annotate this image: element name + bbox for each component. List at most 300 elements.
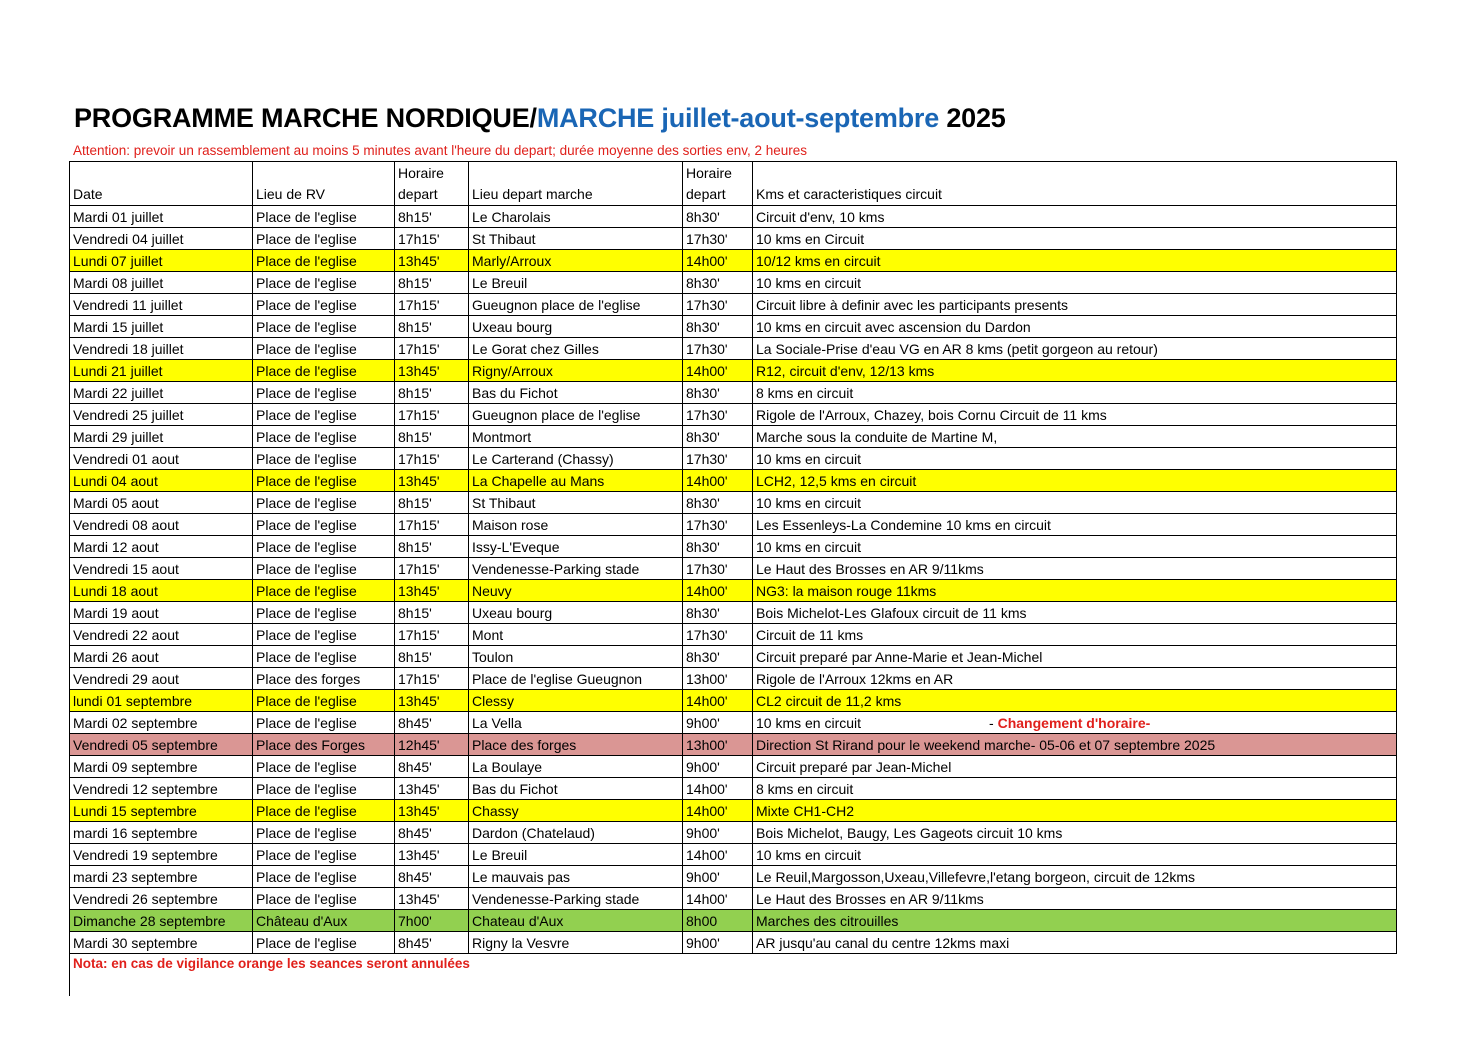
cell-lieu-depart-text: Montmort <box>472 429 532 445</box>
cell-lieu-rv <box>253 602 395 624</box>
header-row <box>70 162 1397 206</box>
cell-circuit <box>753 646 1397 668</box>
cell-lieu-rv <box>253 448 395 470</box>
cell-lieu-rv-text: Place de l'eglise <box>256 781 357 797</box>
cell-lieu-depart <box>469 624 683 646</box>
cell-horaire-rv <box>395 734 469 756</box>
cell-lieu-depart-text: Rigny/Arroux <box>472 363 553 379</box>
cell-horaire-depart-text: 17h30' <box>686 517 728 533</box>
cell-circuit <box>753 910 1397 932</box>
cell-circuit <box>753 404 1397 426</box>
cell-horaire-rv <box>395 712 469 734</box>
cell-lieu-rv <box>253 360 395 382</box>
cell-horaire-rv-text: 17h15' <box>398 627 440 643</box>
table-row <box>70 668 1397 690</box>
table-row <box>70 888 1397 910</box>
cell-lieu-rv-text: Château d'Aux <box>256 913 348 929</box>
cell-circuit-text: 10 kms en circuit <box>756 275 862 291</box>
table-row <box>70 844 1397 866</box>
cell-circuit-text: Circuit libre à definir avec les participants presents <box>756 297 1069 313</box>
cell-lieu-depart <box>469 668 683 690</box>
cell-lieu-rv-text: Place de l'eglise <box>256 253 357 269</box>
cell-horaire-depart <box>683 822 753 844</box>
table-row <box>70 360 1397 382</box>
cell-lieu-rv-text: Place de l'eglise <box>256 847 357 863</box>
cell-horaire-rv-text: 13h45' <box>398 693 440 709</box>
cell-lieu-rv-text: Place des forges <box>256 671 361 687</box>
cell-lieu-depart <box>469 206 683 228</box>
cell-horaire-rv <box>395 800 469 822</box>
cell-horaire-depart-text: 14h00' <box>686 583 728 599</box>
cell-horaire-depart <box>683 316 753 338</box>
cell-lieu-depart <box>469 492 683 514</box>
cell-lieu-depart <box>469 272 683 294</box>
cell-horaire-rv-text: 8h15' <box>398 319 432 335</box>
cell-lieu-depart <box>469 404 683 426</box>
cell-horaire-rv-text: 17h15' <box>398 517 440 533</box>
cell-horaire-depart-text: 9h00' <box>686 759 720 775</box>
cell-horaire-depart-text: 9h00' <box>686 935 720 951</box>
table-row <box>70 316 1397 338</box>
cell-date <box>70 448 253 470</box>
cell-date-text: Mardi 26 aout <box>73 649 159 665</box>
cell-horaire-depart-text: 9h00' <box>686 715 720 731</box>
cell-horaire-depart-text: 17h30' <box>686 561 728 577</box>
cell-circuit-text: 10 kms en circuit <box>756 847 862 863</box>
cell-horaire-rv-text: 17h15' <box>398 341 440 357</box>
cell-date-text: Vendredi 04 juillet <box>73 231 184 247</box>
cell-horaire-rv-text: 8h45' <box>398 715 432 731</box>
cell-horaire-depart-text: 13h00' <box>686 671 728 687</box>
cell-horaire-rv-text: 13h45' <box>398 847 440 863</box>
title-part-3: 2025 <box>939 103 1006 133</box>
cell-lieu-rv-text: Place de l'eglise <box>256 935 357 951</box>
cell-lieu-rv-text: Place de l'eglise <box>256 561 357 577</box>
cell-horaire-depart-text: 17h30' <box>686 627 728 643</box>
table-row <box>70 404 1397 426</box>
table-row <box>70 602 1397 624</box>
cell-lieu-depart-text: Le Charolais <box>472 209 551 225</box>
cell-horaire-depart <box>683 514 753 536</box>
cell-horaire-rv-text: 17h15' <box>398 451 440 467</box>
cell-lieu-depart-text: Clessy <box>472 693 515 709</box>
cell-horaire-depart <box>683 800 753 822</box>
cell-circuit <box>753 316 1397 338</box>
cell-date-text: Lundi 21 juillet <box>73 363 163 379</box>
cell-lieu-rv-text: Place de l'eglise <box>256 627 357 643</box>
cell-circuit <box>753 756 1397 778</box>
cell-horaire-rv-text: 8h15' <box>398 649 432 665</box>
cell-date <box>70 866 253 888</box>
cell-circuit-text: 8 kms en circuit <box>756 385 854 401</box>
cell-circuit-text: Marches des citrouilles <box>756 913 899 929</box>
cell-circuit <box>753 712 1397 734</box>
cell-date <box>70 228 253 250</box>
cell-date <box>70 844 253 866</box>
cell-date <box>70 206 253 228</box>
cell-horaire-depart-text: 8h30' <box>686 209 720 225</box>
cell-lieu-rv-text: Place de l'eglise <box>256 583 357 599</box>
cell-lieu-rv <box>253 426 395 448</box>
cell-date <box>70 338 253 360</box>
cell-date-text: mardi 16 septembre <box>73 825 198 841</box>
table-row <box>70 910 1397 932</box>
cell-date <box>70 382 253 404</box>
cell-horaire-depart <box>683 228 753 250</box>
nota-note: Nota: en cas de vigilance orange les seances seront annulées <box>73 956 470 971</box>
cell-circuit-text: Circuit d'env, 10 kms <box>756 209 885 225</box>
cell-horaire-depart <box>683 646 753 668</box>
table-row <box>70 580 1397 602</box>
cell-lieu-rv-text: Place de l'eglise <box>256 605 357 621</box>
cell-circuit-text: NG3: la maison rouge 11kms <box>756 583 937 599</box>
cell-lieu-rv <box>253 800 395 822</box>
cell-horaire-depart-text: 14h00' <box>686 363 728 379</box>
cell-date-text: Lundi 18 aout <box>73 583 158 599</box>
cell-date <box>70 668 253 690</box>
cell-lieu-depart <box>469 470 683 492</box>
cell-circuit-text: Les Essenleys-La Condemine 10 kms en circuit <box>756 517 1051 533</box>
cell-lieu-depart-text: St Thibaut <box>472 495 536 511</box>
cell-lieu-depart <box>469 316 683 338</box>
cell-horaire-rv <box>395 580 469 602</box>
table-row <box>70 514 1397 536</box>
cell-date <box>70 250 253 272</box>
cell-date <box>70 932 253 954</box>
cell-date-text: Dimanche 28 septembre <box>73 913 226 929</box>
cell-horaire-rv <box>395 228 469 250</box>
cell-lieu-rv-text: Place des Forges <box>256 737 365 753</box>
cell-horaire-rv <box>395 316 469 338</box>
cell-horaire-depart-text: 14h00' <box>686 781 728 797</box>
cell-lieu-rv-text: Place de l'eglise <box>256 451 357 467</box>
cell-lieu-rv <box>253 206 395 228</box>
table-row <box>70 690 1397 712</box>
left-border-line <box>69 952 70 996</box>
cell-lieu-rv-text: Place de l'eglise <box>256 869 357 885</box>
cell-lieu-rv <box>253 910 395 932</box>
cell-circuit-text: 10 kms en circuit <box>756 495 862 511</box>
cell-lieu-depart-text: La Boulaye <box>472 759 543 775</box>
cell-horaire-rv <box>395 360 469 382</box>
cell-horaire-depart <box>683 712 753 734</box>
table-row <box>70 932 1397 954</box>
table-row <box>70 294 1397 316</box>
cell-lieu-depart <box>469 382 683 404</box>
cell-lieu-depart-text: Rigny la Vesvre <box>472 935 570 951</box>
table-row <box>70 492 1397 514</box>
cell-lieu-depart-text: Chateau d'Aux <box>472 913 564 929</box>
cell-horaire-depart-text: 9h00' <box>686 825 720 841</box>
cell-circuit <box>753 514 1397 536</box>
cell-circuit-text: Circuit preparé par Jean-Michel <box>756 759 952 775</box>
cell-lieu-rv <box>253 492 395 514</box>
cell-lieu-depart-text: Gueugnon place de l'eglise <box>472 407 641 423</box>
cell-horaire-depart <box>683 448 753 470</box>
cell-lieu-depart-text: Neuvy <box>472 583 512 599</box>
cell-circuit <box>753 492 1397 514</box>
cell-horaire-rv <box>395 272 469 294</box>
cell-horaire-rv <box>395 602 469 624</box>
cell-date-text: Mardi 12 aout <box>73 539 159 555</box>
cell-lieu-depart-text: Bas du Fichot <box>472 385 558 401</box>
cell-lieu-depart <box>469 734 683 756</box>
cell-horaire-depart <box>683 536 753 558</box>
cell-horaire-depart <box>683 734 753 756</box>
cell-date <box>70 910 253 932</box>
cell-horaire-rv-text: 17h15' <box>398 671 440 687</box>
cell-horaire-rv-text: 8h15' <box>398 385 432 401</box>
cell-circuit <box>753 888 1397 910</box>
cell-circuit <box>753 206 1397 228</box>
cell-horaire-depart <box>683 206 753 228</box>
cell-circuit <box>753 844 1397 866</box>
cell-lieu-depart-text: Mont <box>472 627 504 643</box>
cell-horaire-rv-text: 13h45' <box>398 803 440 819</box>
cell-lieu-depart <box>469 580 683 602</box>
cell-date <box>70 602 253 624</box>
cell-horaire-rv <box>395 778 469 800</box>
cell-horaire-rv-text: 8h45' <box>398 759 432 775</box>
cell-lieu-depart <box>469 646 683 668</box>
cell-horaire-rv-text: 8h15' <box>398 539 432 555</box>
cell-lieu-rv <box>253 646 395 668</box>
cell-horaire-depart <box>683 756 753 778</box>
cell-lieu-depart <box>469 756 683 778</box>
cell-lieu-depart <box>469 360 683 382</box>
cell-circuit-text: 10 kms en circuit <box>756 451 862 467</box>
cell-horaire-depart <box>683 624 753 646</box>
cell-lieu-depart-text: Maison rose <box>472 517 549 533</box>
cell-lieu-rv-text: Place de l'eglise <box>256 319 357 335</box>
cell-horaire-rv-text: 12h45' <box>398 737 440 753</box>
header-date: Date <box>70 162 253 206</box>
cell-circuit <box>753 382 1397 404</box>
cell-horaire-depart <box>683 426 753 448</box>
cell-lieu-rv-text: Place de l'eglise <box>256 297 357 313</box>
cell-horaire-rv <box>395 338 469 360</box>
cell-lieu-rv <box>253 822 395 844</box>
cell-horaire-rv-text: 13h45' <box>398 781 440 797</box>
cell-circuit-text: Le Haut des Brosses en AR 9/11kms <box>756 561 984 577</box>
cell-date <box>70 426 253 448</box>
schedule-body <box>70 162 1397 954</box>
cell-date <box>70 514 253 536</box>
cell-date <box>70 272 253 294</box>
cell-lieu-rv <box>253 382 395 404</box>
cell-lieu-depart <box>469 844 683 866</box>
cell-circuit <box>753 536 1397 558</box>
cell-lieu-depart <box>469 514 683 536</box>
cell-lieu-depart-text: Le Breuil <box>472 847 528 863</box>
cell-horaire-depart-text: 17h30' <box>686 341 728 357</box>
cell-lieu-depart <box>469 558 683 580</box>
cell-lieu-depart <box>469 888 683 910</box>
cell-horaire-depart-text: 17h30' <box>686 297 728 313</box>
cell-circuit <box>753 624 1397 646</box>
cell-circuit-text: Le Haut des Brosses en AR 9/11kms <box>756 891 984 907</box>
cell-horaire-depart-text: 9h00' <box>686 869 720 885</box>
cell-circuit <box>753 338 1397 360</box>
cell-date-text: Mardi 22 juillet <box>73 385 164 401</box>
header-kms: Kms et caracteristiques circuit <box>753 162 1397 206</box>
cell-horaire-rv-text: 13h45' <box>398 583 440 599</box>
cell-lieu-depart-text: Le Gorat chez Gilles <box>472 341 599 357</box>
cell-lieu-depart-text: Le mauvais pas <box>472 869 571 885</box>
cell-horaire-rv <box>395 646 469 668</box>
cell-lieu-depart <box>469 338 683 360</box>
cell-horaire-depart-text: 8h30' <box>686 429 720 445</box>
cell-date <box>70 734 253 756</box>
cell-horaire-depart-text: 8h30' <box>686 319 720 335</box>
cell-lieu-depart <box>469 448 683 470</box>
header-lieu-rv: Lieu de RV <box>253 162 395 206</box>
cell-lieu-rv <box>253 712 395 734</box>
cell-horaire-depart <box>683 294 753 316</box>
table-row <box>70 756 1397 778</box>
cell-date <box>70 690 253 712</box>
cell-horaire-rv <box>395 844 469 866</box>
table-row <box>70 734 1397 756</box>
cell-date <box>70 360 253 382</box>
cell-lieu-rv <box>253 272 395 294</box>
title-part-2: MARCHE juillet-aout-septembre <box>536 103 940 133</box>
cell-horaire-rv <box>395 910 469 932</box>
cell-lieu-rv-text: Place de l'eglise <box>256 231 357 247</box>
cell-horaire-rv-text: 8h15' <box>398 429 432 445</box>
cell-horaire-depart <box>683 690 753 712</box>
cell-horaire-depart-text: 8h00 <box>686 913 718 929</box>
cell-date <box>70 624 253 646</box>
cell-horaire-depart-text: 14h00' <box>686 693 728 709</box>
cell-lieu-rv-text: Place de l'eglise <box>256 341 357 357</box>
cell-date-text: Vendredi 29 aout <box>73 671 179 687</box>
cell-date-text: Vendredi 19 septembre <box>73 847 218 863</box>
schedule-table <box>69 161 1397 954</box>
cell-horaire-rv-text: 8h15' <box>398 209 432 225</box>
cell-date <box>70 888 253 910</box>
cell-lieu-depart <box>469 426 683 448</box>
table-row <box>70 426 1397 448</box>
cell-horaire-rv-text: 17h15' <box>398 407 440 423</box>
table-row <box>70 382 1397 404</box>
cell-circuit <box>753 690 1397 712</box>
cell-date-text: Lundi 07 juillet <box>73 253 163 269</box>
cell-date-text: Vendredi 22 aout <box>73 627 179 643</box>
cell-horaire-depart <box>683 932 753 954</box>
cell-lieu-rv-text: Place de l'eglise <box>256 385 357 401</box>
cell-circuit-text: 10/12 kms en circuit <box>756 253 881 269</box>
cell-date-text: Vendredi 15 aout <box>73 561 179 577</box>
cell-circuit <box>753 668 1397 690</box>
table-row <box>70 272 1397 294</box>
cell-date-text: mardi 23 septembre <box>73 869 198 885</box>
cell-date <box>70 800 253 822</box>
cell-horaire-rv <box>395 866 469 888</box>
cell-date-text: Mardi 19 aout <box>73 605 159 621</box>
cell-lieu-rv-text: Place de l'eglise <box>256 649 357 665</box>
cell-lieu-rv-text: Place de l'eglise <box>256 363 357 379</box>
cell-circuit-text: Direction St Rirand pour le weekend marche- 05-06 et 07 septembre 2025 <box>756 737 1216 753</box>
cell-horaire-rv-text: 8h15' <box>398 495 432 511</box>
header-horaire-rv-line1: Horaire <box>398 165 444 181</box>
cell-lieu-depart <box>469 932 683 954</box>
cell-lieu-depart-text: Place des forges <box>472 737 577 753</box>
cell-date <box>70 558 253 580</box>
title-part-1: PROGRAMME MARCHE NORDIQUE/ <box>74 103 537 133</box>
cell-lieu-rv <box>253 514 395 536</box>
cell-circuit-text: Bois Michelot-Les Glafoux circuit de 11 kms <box>756 605 1027 621</box>
cell-horaire-rv <box>395 250 469 272</box>
cell-horaire-rv <box>395 888 469 910</box>
cell-lieu-depart <box>469 228 683 250</box>
cell-horaire-rv <box>395 624 469 646</box>
cell-lieu-depart <box>469 536 683 558</box>
cell-horaire-rv-text: 17h15' <box>398 561 440 577</box>
cell-lieu-depart <box>469 602 683 624</box>
cell-circuit-text: Mixte CH1-CH2 <box>756 803 855 819</box>
cell-lieu-depart-text: La Chapelle au Mans <box>472 473 605 489</box>
cell-lieu-rv-text: Place de l'eglise <box>256 407 357 423</box>
cell-lieu-depart-text: La Vella <box>472 715 522 731</box>
cell-lieu-depart-text: Dardon (Chatelaud) <box>472 825 595 841</box>
cell-lieu-rv <box>253 866 395 888</box>
schedule-change-note-text: Changement d'horaire- <box>997 715 1151 731</box>
cell-date-text: Mardi 08 juillet <box>73 275 164 291</box>
cell-date <box>70 778 253 800</box>
cell-circuit <box>753 426 1397 448</box>
cell-circuit <box>753 294 1397 316</box>
cell-circuit <box>753 250 1397 272</box>
cell-lieu-rv <box>253 470 395 492</box>
cell-lieu-rv <box>253 734 395 756</box>
cell-horaire-rv <box>395 536 469 558</box>
cell-date <box>70 712 253 734</box>
cell-horaire-depart <box>683 778 753 800</box>
cell-horaire-depart <box>683 360 753 382</box>
cell-lieu-rv <box>253 316 395 338</box>
cell-lieu-depart <box>469 250 683 272</box>
cell-lieu-depart-text: Vendenesse-Parking stade <box>472 891 640 907</box>
table-row <box>70 470 1397 492</box>
cell-circuit-text: LCH2, 12,5 kms en circuit <box>756 473 917 489</box>
cell-date <box>70 404 253 426</box>
cell-lieu-rv <box>253 294 395 316</box>
cell-circuit-text: La Sociale-Prise d'eau VG en AR 8 kms (petit gorgeon au retour) <box>756 341 1158 357</box>
cell-circuit-text: AR jusqu'au canal du centre 12kms maxi <box>756 935 1010 951</box>
cell-lieu-depart <box>469 910 683 932</box>
cell-horaire-depart-text: 14h00' <box>686 253 728 269</box>
cell-horaire-rv-text: 13h45' <box>398 363 440 379</box>
cell-horaire-depart-text: 14h00' <box>686 847 728 863</box>
cell-date <box>70 492 253 514</box>
cell-lieu-rv-text: Place de l'eglise <box>256 715 357 731</box>
cell-lieu-rv <box>253 250 395 272</box>
cell-date-text: Mardi 09 septembre <box>73 759 198 775</box>
cell-circuit-text: Rigole de l'Arroux 12kms en AR <box>756 671 954 687</box>
cell-horaire-depart-text: 17h30' <box>686 407 728 423</box>
cell-date-text: Vendredi 11 juillet <box>73 297 183 313</box>
cell-date-text: Mardi 15 juillet <box>73 319 164 335</box>
cell-lieu-rv <box>253 558 395 580</box>
cell-lieu-rv <box>253 690 395 712</box>
table-row <box>70 448 1397 470</box>
cell-horaire-rv <box>395 492 469 514</box>
cell-horaire-depart <box>683 470 753 492</box>
cell-horaire-depart-text: 14h00' <box>686 473 728 489</box>
cell-lieu-rv <box>253 778 395 800</box>
cell-date <box>70 470 253 492</box>
